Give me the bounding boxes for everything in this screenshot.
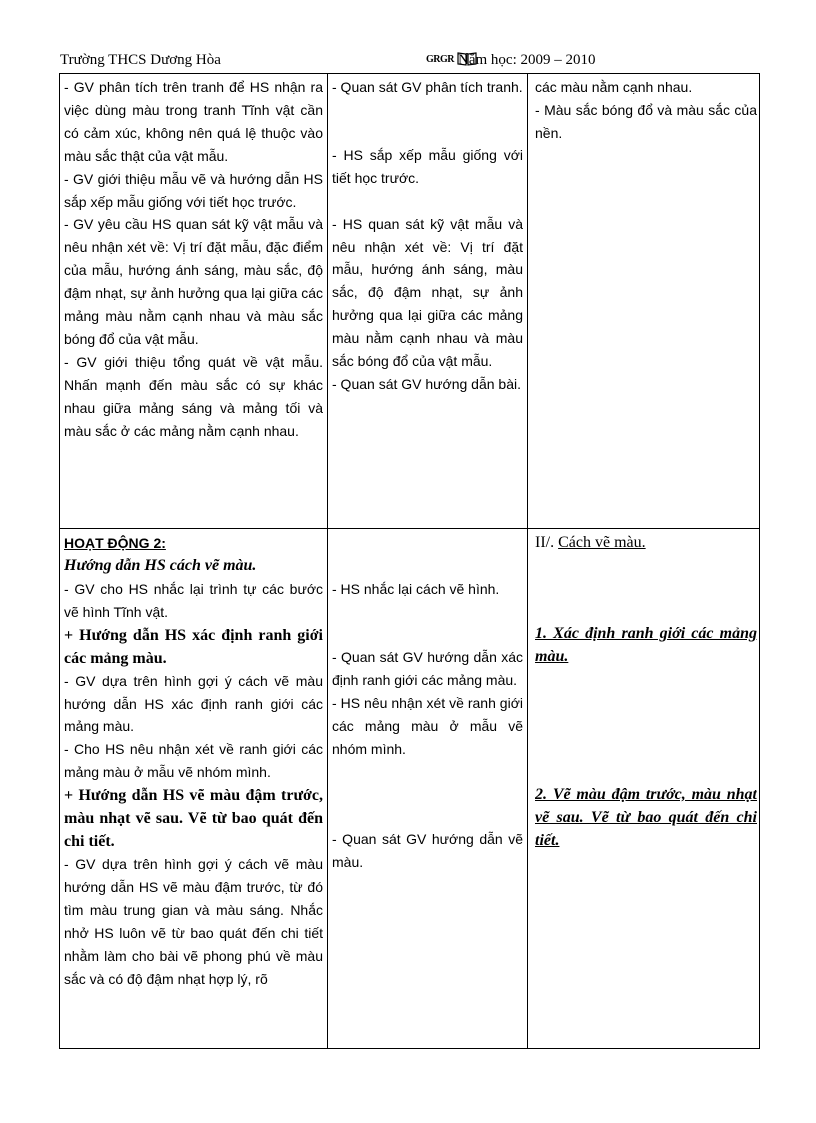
section-number: II/. bbox=[535, 534, 555, 551]
activity-title: HOẠT ĐỘNG 2: bbox=[64, 535, 166, 551]
activity-subtitle: Hướng dẫn HS cách vẽ màu. bbox=[64, 556, 257, 574]
step-1: 1. Xác định ranh giới các mảng màu. bbox=[535, 624, 757, 665]
row2-content-cell bbox=[535, 532, 757, 852]
paragraph: - GV giới thiệu mẫu vẽ và hướng dẫn HS sắp xếp mẫu giống với tiết học trước. bbox=[64, 170, 323, 210]
step-2: 2. Vẽ màu đậm trước, màu nhạt vẽ sau. Vẽ từ bao quát đến chi tiết. bbox=[535, 785, 757, 849]
paragraph: - GV dựa trên hình gợi ý cách vẽ màu hướng dẫn HS vẽ màu đậm trước, từ đó tìm màu trung gian và màu sáng. Nhắc nhở HS luôn vẽ từ bao quát đến chi tiết nhằm làm cho bài vẽ phong phú về màu sắc và có độ đậm nhạt hợp lý, rõ bbox=[64, 856, 323, 987]
paragraph: - Màu sắc bóng đổ và màu sắc của nền. bbox=[535, 101, 757, 141]
row1-teacher-cell bbox=[64, 76, 323, 443]
section-heading bbox=[535, 532, 757, 555]
row1-content-cell bbox=[535, 76, 757, 145]
row1-student-cell bbox=[332, 76, 523, 396]
paragraph: - HS sắp xếp mẫu giống với tiết học trước. bbox=[332, 146, 523, 186]
row2-teacher-cell bbox=[64, 532, 323, 991]
paragraph: - Quan sát GV phân tích tranh. bbox=[332, 79, 523, 95]
paragraph: - Quan sát GV hướng dẫn vẽ màu. bbox=[332, 831, 523, 871]
row-divider bbox=[60, 528, 759, 529]
column-divider bbox=[527, 74, 528, 1048]
paragraph: - HS nêu nhận xét về ranh giới các mảng màu ở mẫu vẽ nhóm mình. bbox=[332, 694, 523, 757]
paragraph: - Quan sát GV hướng dẫn bài. bbox=[332, 375, 521, 392]
column-divider bbox=[327, 74, 328, 1048]
section-title: Cách vẽ màu. bbox=[558, 534, 646, 551]
paragraph: - GV giới thiệu tổng quát về vật mẫu. Nhấn mạnh đến màu sắc có sự khác nhau giữa mảng sáng và mảng tối và màu sắc ở các mảng nằm cạnh nhau. bbox=[64, 353, 323, 439]
subheading: + Hướng dẫn HS vẽ màu đậm trước, màu nhạt vẽ sau. Vẽ từ bao quát đến chi tiết. bbox=[64, 787, 323, 851]
paragraph: - GV dựa trên hình gợi ý cách vẽ màu hướng dẫn HS xác định ranh giới các mảng màu. bbox=[64, 672, 323, 735]
paragraph: - GV phân tích trên tranh để HS nhận ra việc dùng màu trong tranh Tĩnh vật cần có cảm xúc, không nên quá lệ thuộc vào màu sắc thật của vật mẫu. bbox=[64, 79, 323, 164]
row2-student-cell bbox=[332, 578, 523, 874]
school-name: Trường THCS Dương Hòa bbox=[60, 52, 221, 68]
paragraph: các màu nằm cạnh nhau. bbox=[535, 79, 693, 95]
paragraph: - Cho HS nêu nhận xét về ranh giới các mảng màu ở mẫu vẽ nhóm mình. bbox=[64, 741, 323, 781]
lesson-table bbox=[59, 73, 760, 1049]
paragraph: - Quan sát GV hướng dẫn xác định ranh giới các mảng màu. bbox=[332, 648, 523, 688]
paragraph: - GV cho HS nhắc lại trình tự các bước vẽ hình Tĩnh vật. bbox=[64, 580, 323, 620]
header-mark: GRGR bbox=[426, 54, 454, 65]
paragraph: - GV yêu cầu HS quan sát kỹ vật mẫu và nêu nhận xét về: Vị trí đặt mẫu, đặc điểm của mẫu, hướng ánh sáng, màu sắc, độ đậm nhạt, sự ảnh hưởng qua lại giữa các mảng màu nằm cạnh nhau và màu sắc bóng đổ của vật mẫu. bbox=[64, 216, 323, 347]
subheading: + Hướng dẫn HS xác định ranh giới các mảng màu. bbox=[64, 626, 323, 667]
page-header bbox=[60, 50, 760, 70]
school-year: Năm học: 2009 – 2010 bbox=[458, 52, 596, 68]
paragraph: - HS quan sát kỹ vật mẫu và nêu nhận xét về: Vị trí đặt mẫu, hướng ánh sáng, màu sắc, độ đậm nhạt, sự ảnh hưởng qua lại giữa các mảng màu nằm cạnh nhau và màu sắc bóng đổ của vật mẫu. bbox=[332, 215, 523, 370]
paragraph: - HS nhắc lại cách vẽ hình. bbox=[332, 581, 500, 597]
